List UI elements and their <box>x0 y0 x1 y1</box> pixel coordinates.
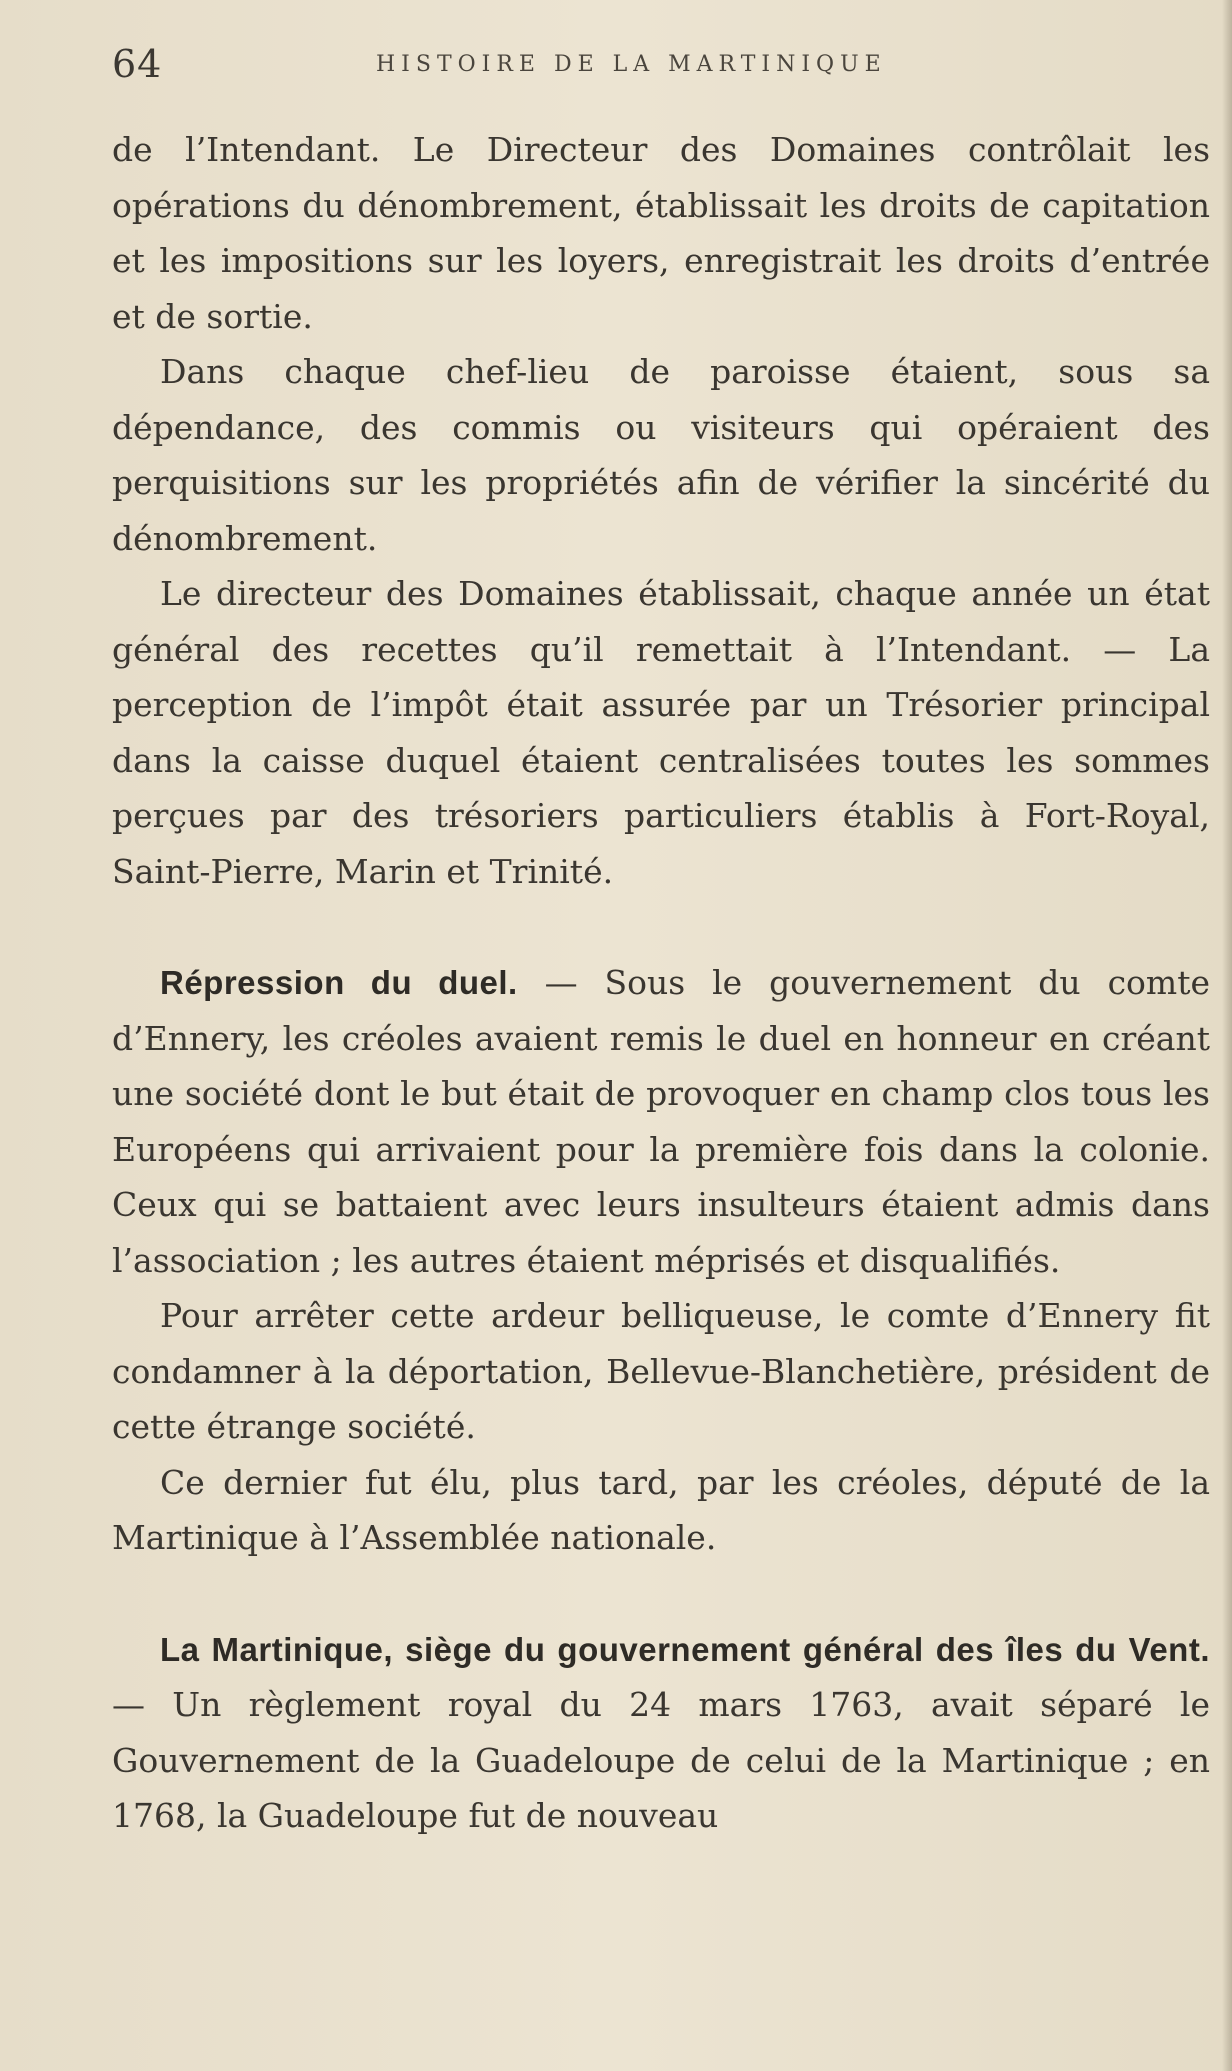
section-martinique-paragraph <box>112 1622 1210 1844</box>
section-heading-martinique: La Martinique, siège du gouvernement général des îles du Vent. <box>160 1630 1210 1668</box>
paragraph: Pour arrêter cette ardeur belliqueuse, le comte d’Ennery fit condamner à la déportation, Bellevue-Blanchetière, président de cette étrange société. <box>112 1296 1210 1446</box>
body-text <box>112 122 1210 1844</box>
page-edge-shadow <box>1222 0 1232 2071</box>
page-header <box>112 42 1212 102</box>
paragraph: Le directeur des Domaines établissait, chaque année un état général des recettes qu’il remettait à l’Intendant. — La perception de l’impôt était assurée par un Trésorier principal dans la caisse duquel étaient centralisées toutes les sommes perçues par des trésoriers particuliers établis à Fort-Royal, Saint-Pierre, Marin et Trinité. <box>112 574 1210 891</box>
paragraph: de l’Intendant. Le Directeur des Domaines contrôlait les opérations du dénombrement, établissait les droits de capitation et les impositions sur les loyers, enregistrait les droits d’entrée et de sortie. <box>112 130 1210 336</box>
section-duel-paragraph <box>112 955 1210 1288</box>
running-title: HISTOIRE DE LA MARTINIQUE <box>376 52 887 77</box>
paragraph: Ce dernier fut élu, plus tard, par les créoles, député de la Martinique à l’Assemblée nationale. <box>112 1462 1210 1557</box>
page-number: 64 <box>112 42 163 86</box>
paragraph: Dans chaque chef-lieu de paroisse étaient, sous sa dépendance, des commis ou visiteurs qui opéraient des perquisitions sur les propriétés afin de vérifier la sincérité du dénombrement. <box>112 352 1210 558</box>
section-martinique-text: — Un règlement royal du 24 mars 1763, avait séparé le Gouvernement de la Guadeloupe de celui de la Martinique ; en 1768, la Guadeloupe fut de nouveau <box>112 1685 1210 1835</box>
section-duel-text: — Sous le gouvernement du comte d’Ennery, les créoles avaient remis le duel en honneur en créant une société dont le but était de provoquer en champ clos tous les Européens qui arrivaient pour la première fois dans la colonie. Ceux qui se battaient avec leurs insulteurs étaient admis dans l’association ; les autres étaient méprisés et disqualifiés. <box>112 963 1210 1280</box>
section-heading-duel: Répression du duel. <box>160 964 518 1001</box>
